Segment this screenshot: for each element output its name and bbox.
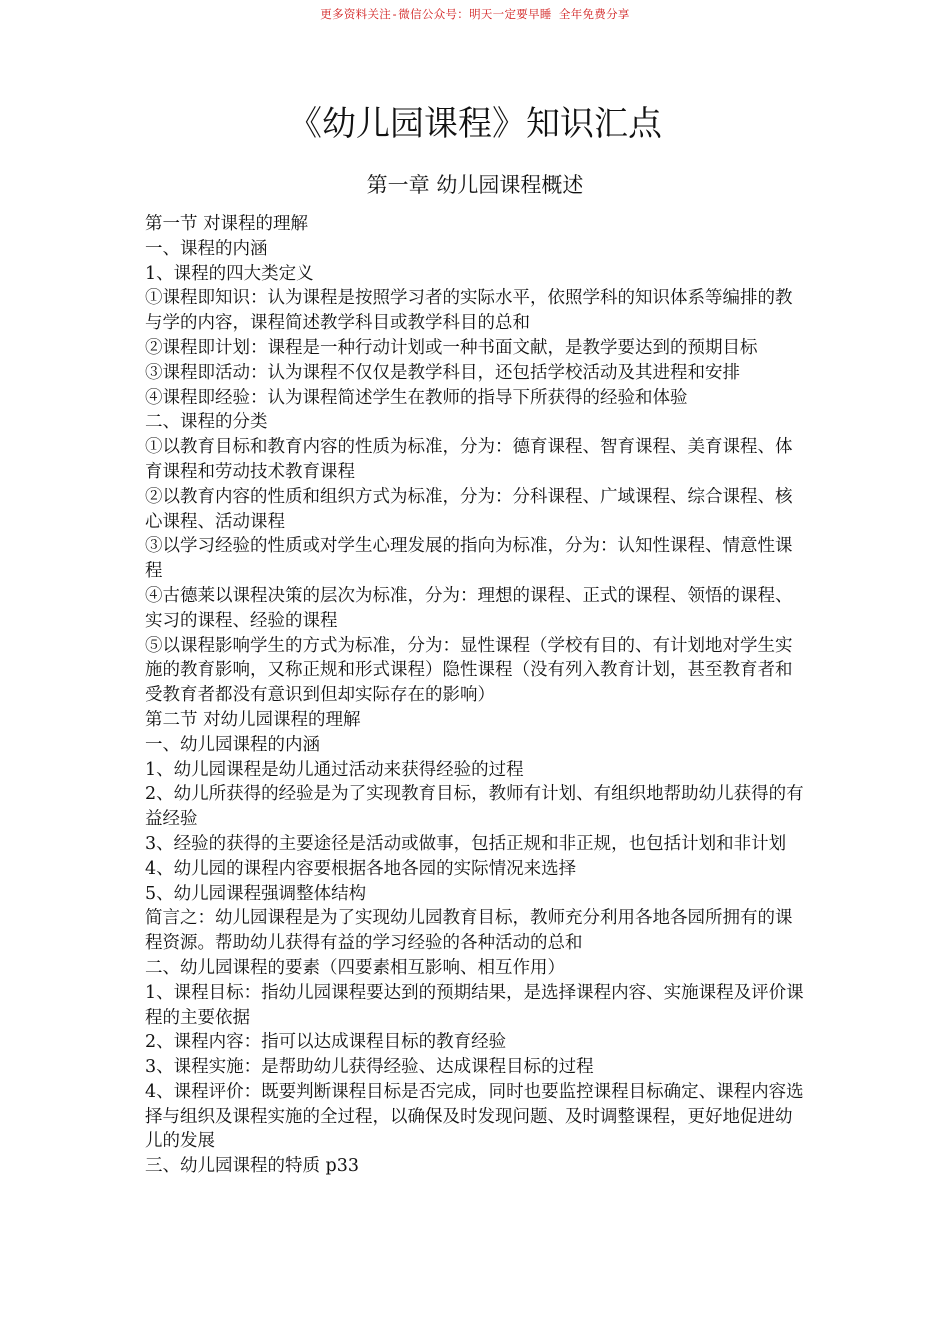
list-item: ①课程即知识：认为课程是按照学习者的实际水平，依照学科的知识体系等编排的教与学的内容，课程简述教学科目或教学科目的总和 [145,288,793,334]
list-item: ②以教育内容的性质和组织方式为标准，分为：分科课程、广域课程、综合课程、核心课程、活动课程 [145,486,793,532]
list-item: ③课程即活动：认为课程不仅仅是教学科目，还包括学校活动及其进程和安排 [145,362,740,383]
chapter-title: 第一章 幼儿园课程概述 [366,173,584,197]
subsection-heading: 二、课程的分类 [145,412,268,433]
list-item: ⑤以课程影响学生的方式为标准，分为：显性课程（学校有目的、有计划地对学生实施的教育影响，又称正规和形式课程）隐性课程（没有列入教育计划，甚至教育者和受教育者都没有意识到但却实际存在的影响） [145,635,793,706]
list-item: 4、幼儿园的课程内容要根据各地各园的实际情况来选择 [145,858,577,879]
document-title: 《幼儿园课程》知识汇点 [288,104,662,144]
list-item: ②课程即计划：课程是一种行动计划或一种书面文献，是教学要达到的预期目标 [145,337,758,358]
list-item: 2、幼儿所获得的经验是为了实现教育目标，教师有计划、有组织地帮助幼儿获得的有益经验 [145,784,804,830]
list-item: ①以教育目标和教育内容的性质为标准，分为：德育课程、智育课程、美育课程、体育课程和劳动技术教育课程 [145,437,793,482]
list-item: 3、经验的获得的主要途径是活动或做事，包括正规和非正规，也包括计划和非计划 [145,833,787,854]
document-body [145,212,809,1179]
subsection-heading: 一、课程的内涵 [145,238,268,259]
list-item: 5、幼儿园课程强调整体结构 [145,883,367,904]
section-heading: 第一节 对课程的理解 [145,214,309,234]
list-item: 1、课程的四大类定义 [145,263,314,284]
list-item: 2、课程内容：指可以达成课程目标的教育经验 [145,1032,507,1053]
list-item: 1、课程目标：指幼儿园课程要达到的预期结果，是选择课程内容、实施课程及评价课程的主要依据 [145,982,804,1028]
list-item: ④古德莱以课程决策的层次为标准，分为：理想的课程、正式的课程、领悟的课程、实习的课程、经验的课程 [145,585,793,631]
section-heading: 第二节 对幼儿园课程的理解 [145,709,361,730]
watermark-banner: 更多资料关注-微信公众号：明天一定要早睡 全年免费分享 [320,7,630,21]
subsection-heading: 一、幼儿园课程的内涵 [145,734,320,755]
list-item: ④课程即经验：认为课程简述学生在教师的指导下所获得的经验和体验 [145,387,688,408]
list-item: ③以学习经验的性质或对学生心理发展的指向为标准，分为：认知性课程、情意性课程 [145,536,793,582]
list-item: 3、课程实施：是帮助幼儿获得经验、达成课程目标的过程 [145,1057,594,1078]
subsection-heading: 三、幼儿园课程的特质 p33 [145,1156,360,1177]
list-item: 1、幼儿园课程是幼儿通过活动来获得经验的过程 [145,759,524,780]
summary-paragraph: 简言之：幼儿园课程是为了实现幼儿园教育目标，教师充分利用各地各园所拥有的课程资源。帮助幼儿获得有益的学习经验的各种活动的总和 [145,908,793,954]
subsection-heading: 二、幼儿园课程的要素（四要素相互影响、相互作用） [145,957,565,978]
list-item: 4、课程评价：既要判断课程目标是否完成，同时也要监控课程目标确定、课程内容选择与组织及课程实施的全过程，以确保及时发现问题、及时调整课程，更好地促进幼儿的发展 [145,1081,804,1152]
